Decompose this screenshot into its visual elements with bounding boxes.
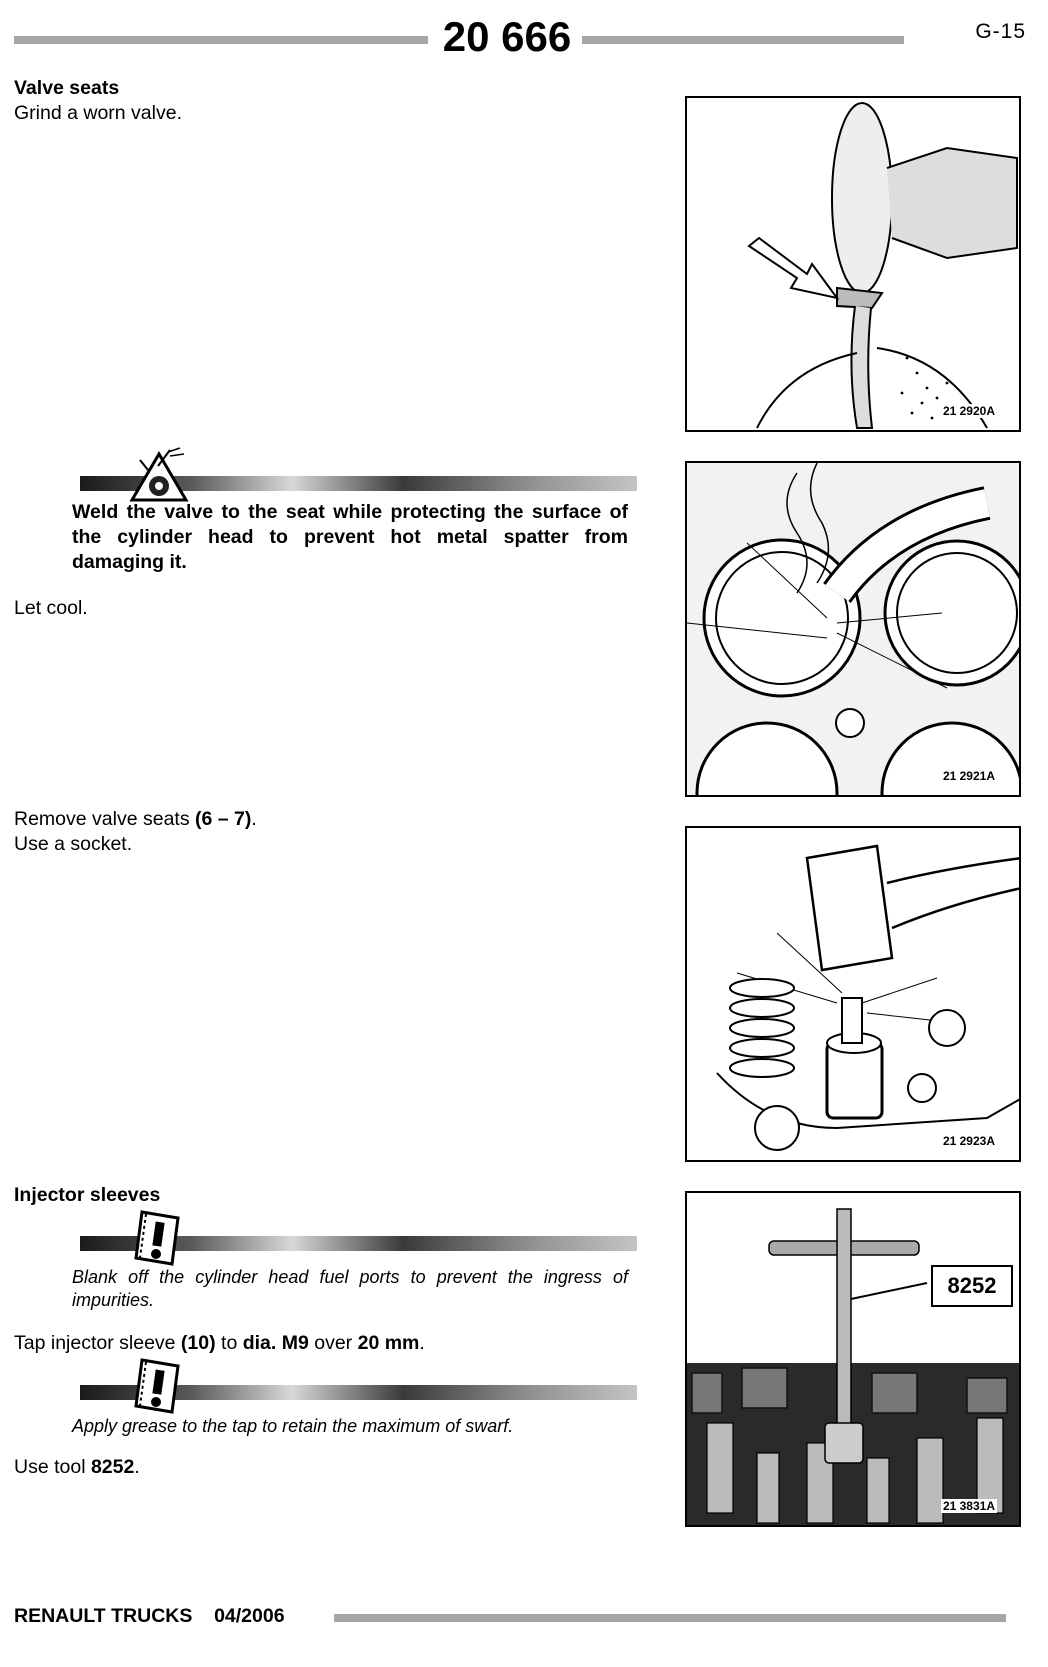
document-number: 20 666 bbox=[442, 13, 572, 60]
note-blank-fuel-ports: Blank off the cylinder head fuel ports to prevent the ingress of impurities. bbox=[72, 1267, 628, 1310]
figure-label: 21 3831A bbox=[942, 1499, 995, 1513]
tool-number-callout: 8252 bbox=[931, 1265, 1013, 1307]
header-rule-right bbox=[582, 36, 904, 44]
instruction-let-cool: Let cool. bbox=[14, 597, 88, 619]
figure-label: 21 2923A bbox=[942, 1134, 995, 1148]
figure-weld-valve bbox=[685, 461, 1021, 797]
header-rule-left bbox=[14, 36, 428, 44]
instruction-use-socket: Use a socket. bbox=[14, 833, 133, 855]
warning-weld-valve: Weld the valve to the seat while protecting the surface of the cylinder head to prevent hot metal spatter from damaging it. bbox=[72, 501, 628, 573]
figure-tool-8252 bbox=[685, 1191, 1021, 1527]
note-apply-grease: Apply grease to the tap to retain the maximum of swarf. bbox=[72, 1416, 514, 1436]
figure-grind-valve bbox=[685, 96, 1021, 432]
page-reference: G-15 bbox=[975, 20, 1026, 43]
instruction-grind-valve: Grind a worn valve. bbox=[14, 102, 182, 124]
footer-brand-date: RENAULT TRUCKS 04/2006 bbox=[14, 1605, 285, 1627]
section-heading-valve-seats: Valve seats bbox=[14, 77, 120, 99]
welding-hazard-icon bbox=[128, 446, 190, 504]
figure-label: 21 2921A bbox=[942, 769, 995, 783]
section-heading-injector-sleeves: Injector sleeves bbox=[14, 1184, 161, 1206]
instruction-remove-valve-seats: Remove valve seats (6 – 7). bbox=[14, 808, 257, 830]
footer-rule bbox=[334, 1614, 1006, 1622]
instruction-use-tool: Use tool 8252. bbox=[14, 1456, 140, 1478]
notebook-exclamation-icon bbox=[132, 1356, 186, 1416]
figure-label: 21 2920A bbox=[942, 404, 995, 418]
notebook-exclamation-icon bbox=[132, 1208, 186, 1268]
instruction-tap-injector-sleeve: Tap injector sleeve (10) to dia. M9 over 20 mm. bbox=[14, 1332, 425, 1354]
figure-remove-valve-seats bbox=[685, 826, 1021, 1162]
